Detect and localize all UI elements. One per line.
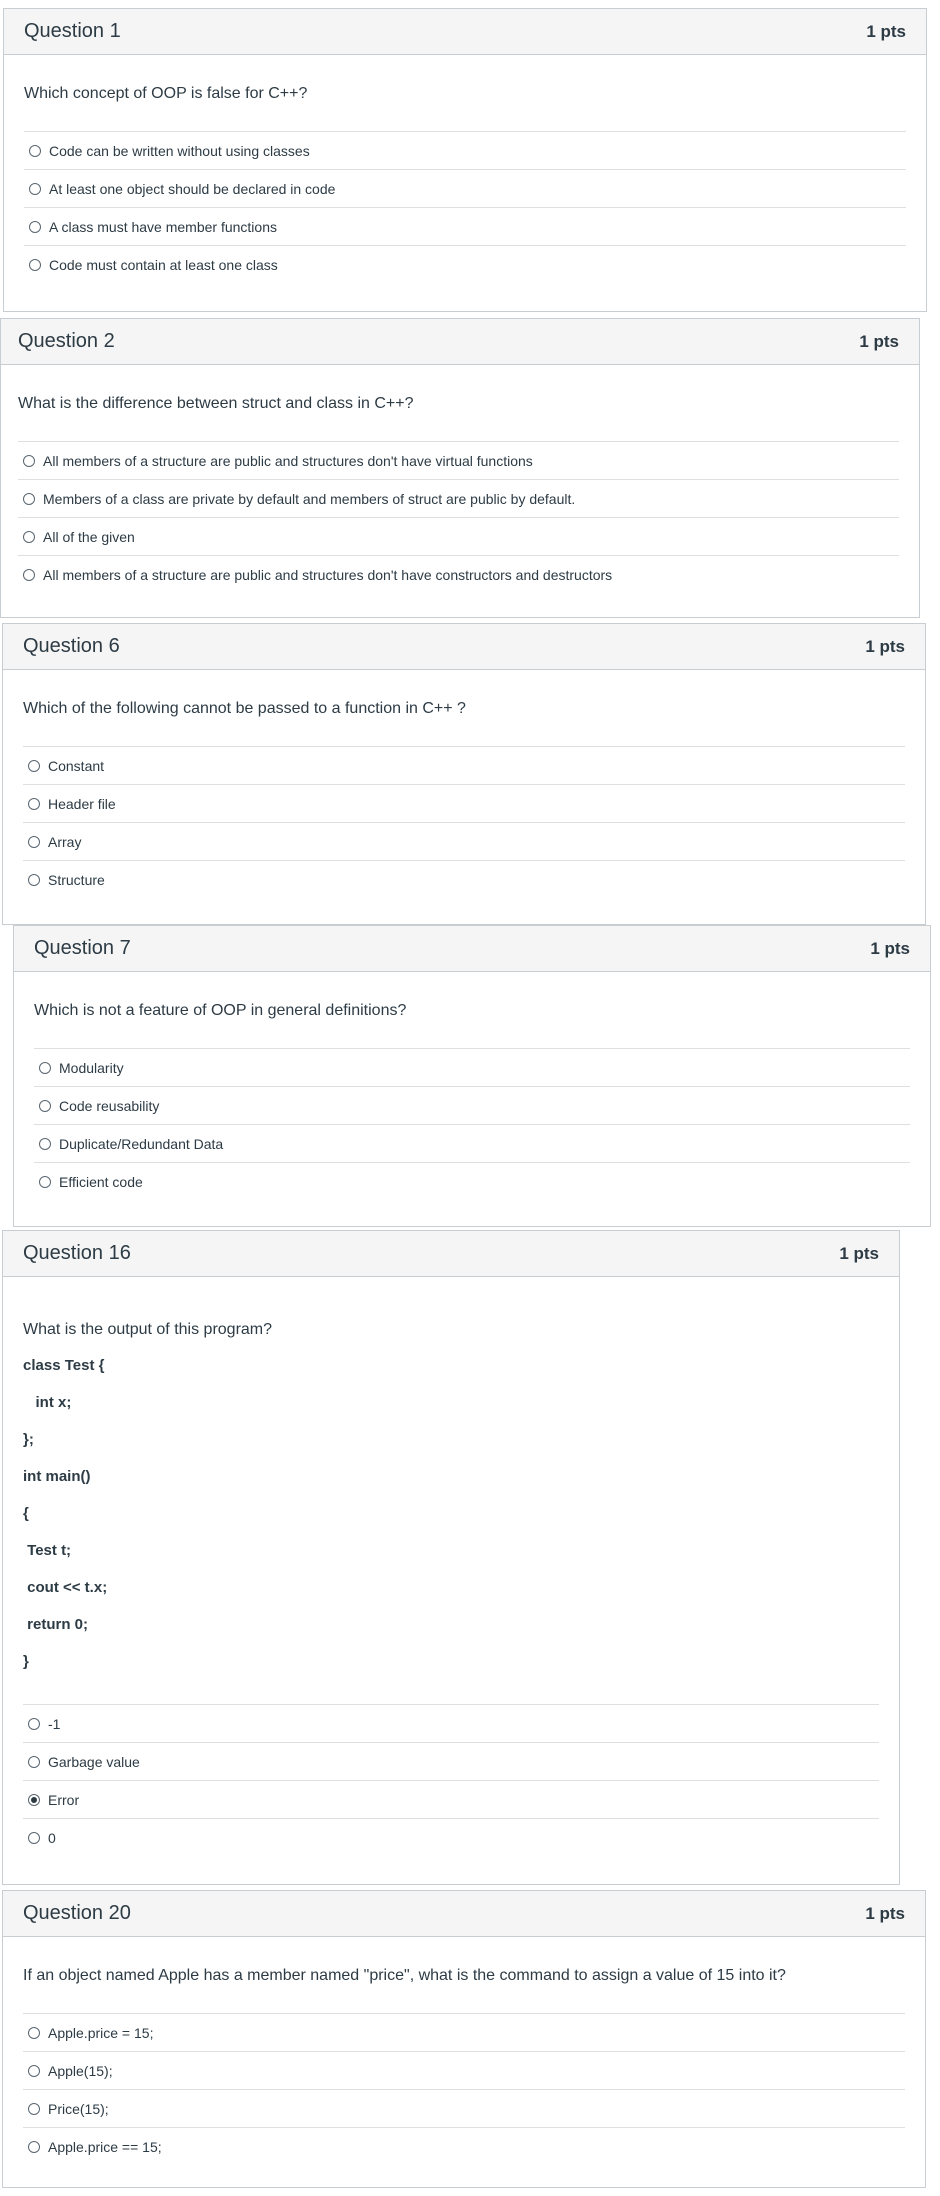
- question-title: Question 16: [23, 1242, 131, 1264]
- answer-label: All of the given: [43, 528, 135, 545]
- radio-button[interactable]: [23, 531, 35, 543]
- answer-label: Apple.price == 15;: [48, 2139, 162, 2155]
- answer-label: Code must contain at least one class: [49, 257, 278, 273]
- radio-button[interactable]: [29, 221, 41, 233]
- answer-option[interactable]: [23, 2128, 905, 2166]
- code-line: int main(): [23, 1468, 91, 1485]
- radio-button[interactable]: [28, 2065, 40, 2077]
- answer-option[interactable]: [34, 1049, 910, 1087]
- code-line: {: [23, 1505, 29, 1522]
- radio-button[interactable]: [39, 1138, 51, 1150]
- answer-label: Efficient code: [59, 1174, 143, 1190]
- radio-button[interactable]: [39, 1062, 51, 1074]
- answer-label: Error: [48, 1791, 80, 1808]
- answer-option[interactable]: [24, 208, 906, 246]
- radio-button[interactable]: [29, 259, 41, 271]
- question-header: [3, 624, 925, 670]
- question-header: [3, 1891, 925, 1937]
- answer-label: Price(15);: [48, 2100, 109, 2117]
- answer-label: Members of a class are private by default and members of struct are public by default.: [43, 490, 576, 507]
- radio-button[interactable]: [29, 145, 41, 157]
- question-points: 1 pts: [866, 21, 906, 41]
- question-points: 1 pts: [865, 636, 905, 656]
- question-card-20: [2, 1890, 926, 2188]
- answer-list: [24, 131, 906, 284]
- radio-button[interactable]: [28, 2141, 40, 2153]
- answer-label: At least one object should be declared in code: [49, 180, 336, 197]
- answer-option[interactable]: [23, 785, 905, 823]
- question-text: What is the difference between struct and class in C++?: [18, 395, 414, 412]
- answer-option[interactable]: [23, 2052, 905, 2090]
- radio-button[interactable]: [39, 1100, 51, 1112]
- answer-option[interactable]: [34, 1163, 910, 1201]
- answer-list: [34, 1048, 910, 1201]
- radio-button-selected[interactable]: [28, 1794, 40, 1806]
- question-points: 1 pts: [865, 1903, 905, 1923]
- answer-label: 0: [48, 1830, 56, 1846]
- question-points: 1 pts: [839, 1243, 879, 1263]
- answer-label: Code reusability: [59, 1097, 160, 1114]
- radio-button[interactable]: [23, 455, 35, 467]
- code-block: [23, 1356, 879, 1689]
- question-text: What is the output of this program?: [23, 1321, 273, 1338]
- answer-label: A class must have member functions: [49, 218, 277, 235]
- answer-label: Structure: [48, 872, 105, 888]
- radio-button[interactable]: [28, 2027, 40, 2039]
- answer-option[interactable]: [18, 556, 899, 594]
- code-line: cout << t.x;: [23, 1579, 108, 1596]
- answer-option[interactable]: [23, 1819, 879, 1857]
- question-header: [4, 9, 926, 55]
- question-header: [14, 926, 930, 972]
- radio-button[interactable]: [28, 2103, 40, 2115]
- question-text: Which of the following cannot be passed to a function in C++ ?: [23, 700, 466, 717]
- code-line: return 0;: [23, 1616, 89, 1633]
- radio-button[interactable]: [39, 1176, 51, 1188]
- answer-option[interactable]: [23, 823, 905, 861]
- answer-option[interactable]: [24, 170, 906, 208]
- code-line: };: [23, 1431, 34, 1448]
- answer-option[interactable]: [23, 2014, 905, 2052]
- question-points: 1 pts: [870, 938, 910, 958]
- answer-option[interactable]: [23, 747, 905, 785]
- answer-option[interactable]: [18, 480, 899, 518]
- question-card-1: [3, 8, 927, 312]
- question-text: Which concept of OOP is false for C++?: [24, 85, 308, 102]
- question-header: [3, 1231, 899, 1277]
- answer-label: -1: [48, 1715, 61, 1732]
- answer-option[interactable]: [24, 132, 906, 170]
- answer-label: Array: [48, 833, 82, 850]
- question-card-6: [2, 623, 926, 925]
- answer-label: Code can be written without using classes: [49, 142, 310, 159]
- answer-label: Constant: [48, 757, 105, 774]
- code-line: }: [23, 1653, 29, 1670]
- radio-button[interactable]: [23, 493, 35, 505]
- answer-option[interactable]: [23, 1705, 879, 1743]
- code-line: class Test {: [23, 1357, 105, 1374]
- question-title: Question 2: [18, 330, 115, 352]
- answer-list: [18, 441, 899, 594]
- radio-button[interactable]: [28, 836, 40, 848]
- answer-option[interactable]: [24, 246, 906, 284]
- radio-button[interactable]: [28, 1756, 40, 1768]
- answer-label: Garbage value: [48, 1753, 140, 1770]
- answer-option[interactable]: [23, 1743, 879, 1781]
- radio-button[interactable]: [28, 798, 40, 810]
- answer-label: All members of a structure are public and structures don't have constructors and destructors: [43, 567, 613, 583]
- answer-option[interactable]: [34, 1125, 910, 1163]
- answer-label: Apple.price = 15;: [48, 2024, 154, 2041]
- answer-label: Duplicate/Redundant Data: [59, 1135, 224, 1152]
- answer-label: All members of a structure are public and structures don't have virtual functions: [43, 452, 533, 469]
- code-line: int x;: [23, 1394, 72, 1411]
- answer-label: Apple(15);: [48, 2062, 113, 2079]
- radio-button[interactable]: [28, 1832, 40, 1844]
- radio-button[interactable]: [28, 874, 40, 886]
- answer-list: [23, 1704, 879, 1857]
- answer-label: Modularity: [59, 1059, 124, 1076]
- question-card-7: [13, 925, 931, 1227]
- question-header: [1, 319, 919, 365]
- answer-label: Header file: [48, 795, 116, 812]
- radio-button[interactable]: [28, 1718, 40, 1730]
- radio-button[interactable]: [29, 183, 41, 195]
- question-card-2: [0, 318, 920, 618]
- question-points: 1 pts: [859, 331, 899, 351]
- question-title: Question 7: [34, 937, 131, 959]
- code-line: Test t;: [23, 1542, 72, 1559]
- question-title: Question 1: [24, 20, 121, 42]
- answer-option[interactable]: [23, 861, 905, 899]
- answer-option[interactable]: [23, 2090, 905, 2128]
- question-text: Which is not a feature of OOP in general definitions?: [34, 1002, 407, 1019]
- answer-option[interactable]: [34, 1087, 910, 1125]
- question-card-16: [2, 1230, 900, 1885]
- question-title: Question 20: [23, 1902, 131, 1924]
- radio-button[interactable]: [28, 760, 40, 772]
- answer-list: [23, 2013, 905, 2166]
- answer-list: [23, 746, 905, 899]
- radio-button[interactable]: [23, 569, 35, 581]
- question-text: If an object named Apple has a member named "price", what is the command to assign a value of 15 into it?: [23, 1967, 786, 1984]
- question-title: Question 6: [23, 635, 120, 657]
- answer-option[interactable]: [23, 1781, 879, 1819]
- answer-option[interactable]: [18, 442, 899, 480]
- answer-option[interactable]: [18, 518, 899, 556]
